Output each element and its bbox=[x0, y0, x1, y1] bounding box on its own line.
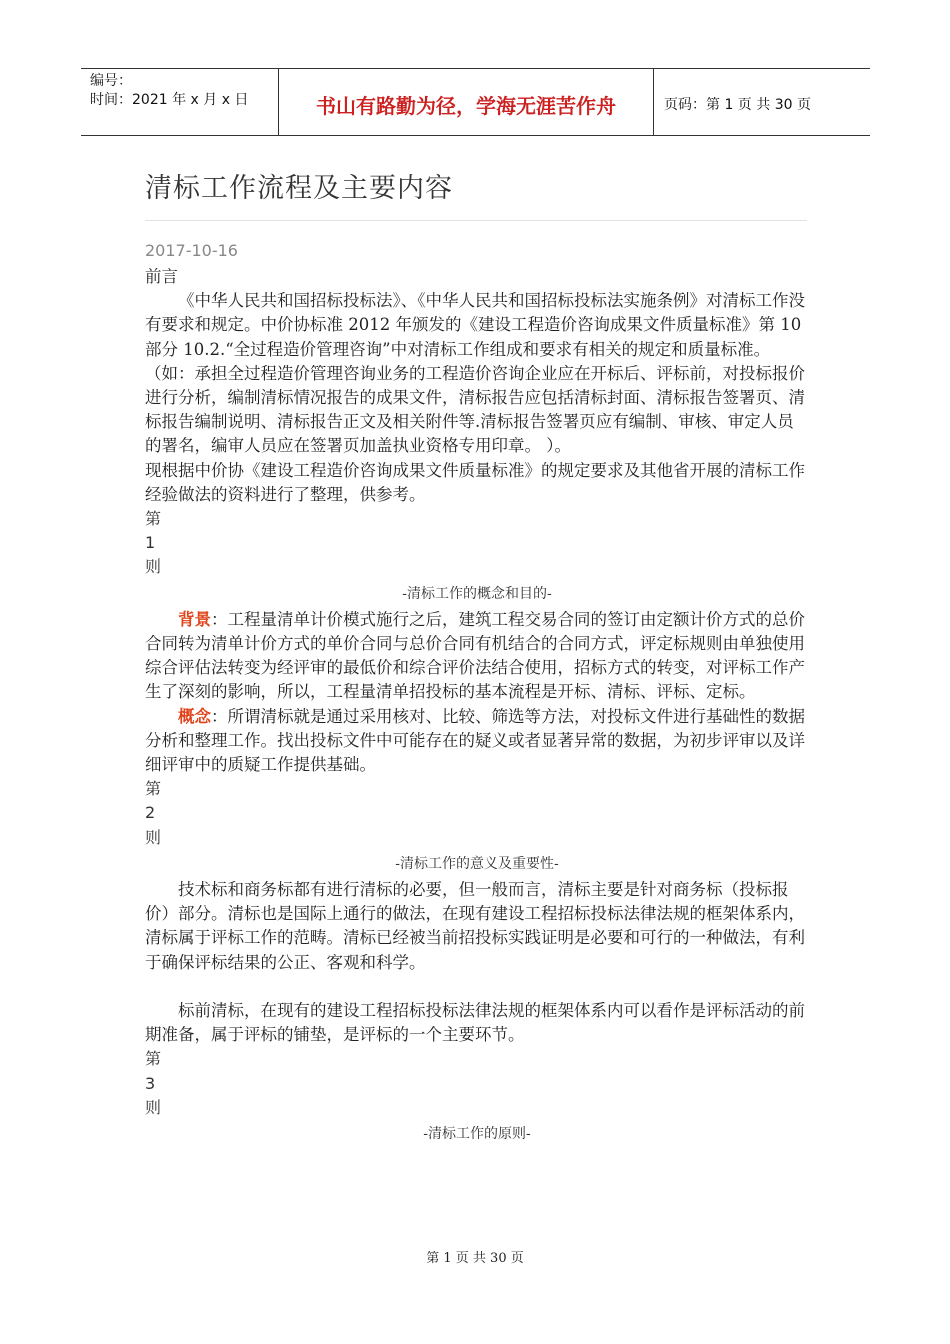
rule-3-number: 3 bbox=[145, 1073, 156, 1093]
preface-paragraph-1: 《中华人民共和国招标投标法》、《中华人民共和国招标投标法实施条例》对清标工作没有要求和规定。中价协标准 2012 年颁发的《建设工程造价咨询成果文件质量标准》第 10 部分 10.2.“全过程造价管理咨询”中对清标工作组成和要求有相关的规定和质量标准。（如：承担全过程造价管理咨询业务的工程造价咨询企业应在开标后、评标前，对投标报价进行分析，编制清标情况报告的成果文件，清标报告应包括清标封面、清标报告签署页、清标报告编制说明、清标报告正文及相关附件等.清标报告签署页应有编制、审核、审定人员的署名，编审人员应在签署页加盖执业资格专用印章。 ）。 bbox=[145, 291, 805, 456]
rule-3-di: 第 bbox=[145, 1049, 162, 1069]
rule-2-number: 2 bbox=[145, 803, 156, 823]
background-text: ：工程量清单计价模式施行之后，建筑工程交易合同的签订由定额计价方式的总价合同转为清单计价方式的单价合同与总价合同有机结合的合同方式，评定标规则由单独使用综合评估法转变为经评审的最低价和综合评价法结合使用，招标方式的转变，对评标工作产生了深刻的影响，所以，工程量清单招投标的基本流程是开标、清标、评标、定标。 bbox=[145, 609, 805, 702]
time-label: 时间：2021 年 x 月 x 日 bbox=[90, 92, 249, 108]
rule-2-ze: 则 bbox=[145, 827, 162, 847]
number-label: 编号： bbox=[90, 73, 132, 89]
header-motto: 书山有路勤为径，学海无涯苦作舟 bbox=[279, 69, 654, 135]
rule-1-heading: -清标工作的概念和目的- bbox=[402, 585, 552, 602]
preface-paragraph-2: 现根据中价协《建设工程造价咨询成果文件质量标准》的规定要求及其他省开展的清标工作经验做法的资料进行了整理，供参考。 bbox=[145, 460, 805, 504]
rule-1-di: 第 bbox=[145, 509, 162, 529]
header-meta bbox=[81, 69, 279, 135]
document-body bbox=[145, 265, 809, 1148]
background-paragraph bbox=[145, 608, 809, 705]
paragraph-gap bbox=[145, 975, 809, 999]
page-footer: 第 1 页 共 30 页 bbox=[426, 1251, 524, 1266]
document-date: 2017-10-16 bbox=[145, 241, 238, 260]
document-title: 清标工作流程及主要内容 bbox=[145, 173, 453, 204]
page-header bbox=[81, 68, 870, 136]
concept-paragraph bbox=[145, 705, 809, 778]
title-divider bbox=[145, 220, 807, 221]
concept-label: 概念 bbox=[178, 706, 211, 726]
significance-paragraph-1: 技术标和商务标都有进行清标的必要，但一般而言，清标主要是针对商务标（投标报价）部分。清标也是国际上通行的做法，在现有建设工程招标投标法律法规的框架体系内，清标属于评标工作的范畴。清标已经被当前招投标实践证明是必要和可行的一种做法，有利于确保评标结果的公正、客观和科学。 bbox=[145, 880, 805, 972]
rule-3-heading: -清标工作的原则- bbox=[423, 1125, 531, 1142]
concept-text: ：所谓清标就是通过采用核对、比较、筛选等方法，对投标文件进行基础性的数据分析和整理工作。找出投标文件中可能存在的疑义或者显著异常的数据，为初步评审以及详细评审中的质疑工作提供基础。 bbox=[145, 706, 805, 775]
rule-2-heading: -清标工作的意义及重要性- bbox=[395, 855, 559, 872]
significance-paragraph-2: 标前清标，在现有的建设工程招标投标法律法规的框架体系内可以看作是评标活动的前期准备，属于评标的铺垫，是评标的一个主要环节。 bbox=[145, 1000, 805, 1045]
preface-heading: 前言 bbox=[145, 267, 178, 286]
rule-3-ze: 则 bbox=[145, 1097, 162, 1117]
header-page-info: 页码：第 1 页 共 30 页 bbox=[664, 97, 811, 113]
rule-1-ze: 则 bbox=[145, 557, 162, 577]
rule-1-number: 1 bbox=[145, 533, 156, 553]
rule-2-di: 第 bbox=[145, 779, 162, 799]
background-label: 背景 bbox=[178, 609, 211, 629]
